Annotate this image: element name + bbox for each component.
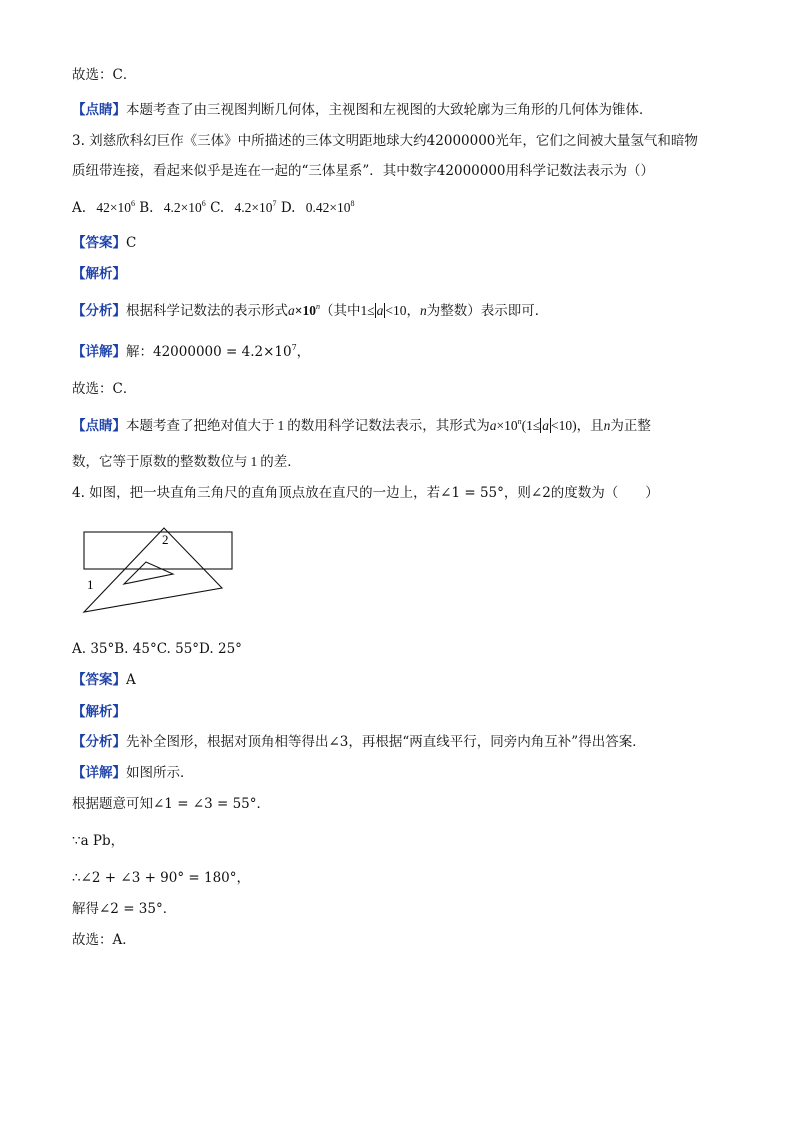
comment-text: 本题考查了由三视图判断几何体，主视图和左视图的大致轮廓为三角形的几何体为锥体． xyxy=(126,102,653,118)
option-a-label: A. xyxy=(72,200,87,216)
answer-tag: 【答案】 xyxy=(72,672,126,688)
analysis-tag: 【解析】 xyxy=(72,266,126,282)
detail-tag: 【详解】 xyxy=(72,344,126,360)
q3-comment-line2: 数，它等于原数的整数数位与 1 的差． xyxy=(72,454,301,470)
option-b-label: B. xyxy=(139,200,154,216)
answer-value: C xyxy=(126,235,137,251)
q4-line5: 故选：A． xyxy=(72,932,136,948)
q4-line2: ∵a Pb， xyxy=(72,833,125,849)
option-d-value: $0.42\times 10^8$ xyxy=(305,199,355,215)
q3-stem-line2: 质纽带连接，看起来似乎是连在一起的“三体星系”．其中数字42000000用科学记数法表示为（） xyxy=(72,163,655,179)
option-c-label: C. xyxy=(210,200,225,216)
ruler-triangle-figure xyxy=(74,524,234,616)
option-b-value: $4.2\times 10^6$ xyxy=(163,199,206,215)
q4-analysis-tag xyxy=(72,703,126,721)
q4-line3: ∴∠2 + ∠3 + 90° = 180°， xyxy=(72,870,251,886)
answer-tag: 【答案】 xyxy=(72,235,126,251)
q3-detail: 【详解】解：$42000000 = 4.2\times 10^7$， xyxy=(72,343,311,360)
q2-answer-line: 故选：C． xyxy=(72,67,137,83)
outer-triangle xyxy=(84,528,222,612)
fenxi-tag: 【分析】 xyxy=(72,303,126,319)
q4-answer xyxy=(72,671,136,689)
q2-comment xyxy=(72,101,653,119)
q4-stem: 4. 如图，把一块直角三角尺的直角顶点放在直尺的一边上，若∠1 = 55°，则∠2的度数为（ ） xyxy=(72,485,659,501)
option-d-label: D. xyxy=(280,200,296,216)
q3-fenxi: 【分析】根据科学记数法的表示形式$a\times 10^n$（其中1≤ a <10，n为整数）表示即可． xyxy=(72,302,549,319)
q4-line4: 解得∠2 = 35°． xyxy=(72,901,177,917)
answer-value: A xyxy=(126,672,136,688)
fenxi-tag: 【分析】 xyxy=(72,734,126,750)
option-a-value: $42\times 10^6$ xyxy=(96,199,135,215)
angle-1-label: 1 xyxy=(87,577,94,592)
q4-line1: 根据题意可知∠1 = ∠3 = 55°． xyxy=(72,796,271,812)
q3-analysis-tag xyxy=(72,265,126,283)
q3-choose: 故选：C． xyxy=(72,381,137,397)
q3-comment: 【点睛】本题考查了把绝对值大于 1 的数用科学记数法表示，其形式为$a\times 10^n(1\le a <10)$，且n为正整 xyxy=(72,417,651,434)
q4-fenxi: 【分析】先补全图形，根据对顶角相等得出∠3，再根据“两直线平行，同旁内角互补”得出答案． xyxy=(72,734,646,750)
q3-options xyxy=(72,199,355,217)
q4-detail: 【详解】如图所示． xyxy=(72,765,194,781)
angle-2-label: 2 xyxy=(162,532,169,547)
comment-tag: 【点睛】 xyxy=(72,102,126,118)
q4-options: A. 35°B. 45°C. 55°D. 25° xyxy=(72,641,242,657)
comment-tag: 【点睛】 xyxy=(72,418,126,434)
q3-stem-line1: 3. 刘慈欣科幻巨作《三体》中所描述的三体文明距地球大约42000000光年，它们之间被大量氢气和暗物 xyxy=(72,133,698,149)
analysis-tag: 【解析】 xyxy=(72,704,126,720)
detail-tag: 【详解】 xyxy=(72,765,126,781)
ruler-shape xyxy=(84,532,232,569)
inner-triangle xyxy=(124,562,173,584)
option-c-value: $4.2\times 10^7$ xyxy=(234,199,277,215)
q3-answer xyxy=(72,234,136,252)
